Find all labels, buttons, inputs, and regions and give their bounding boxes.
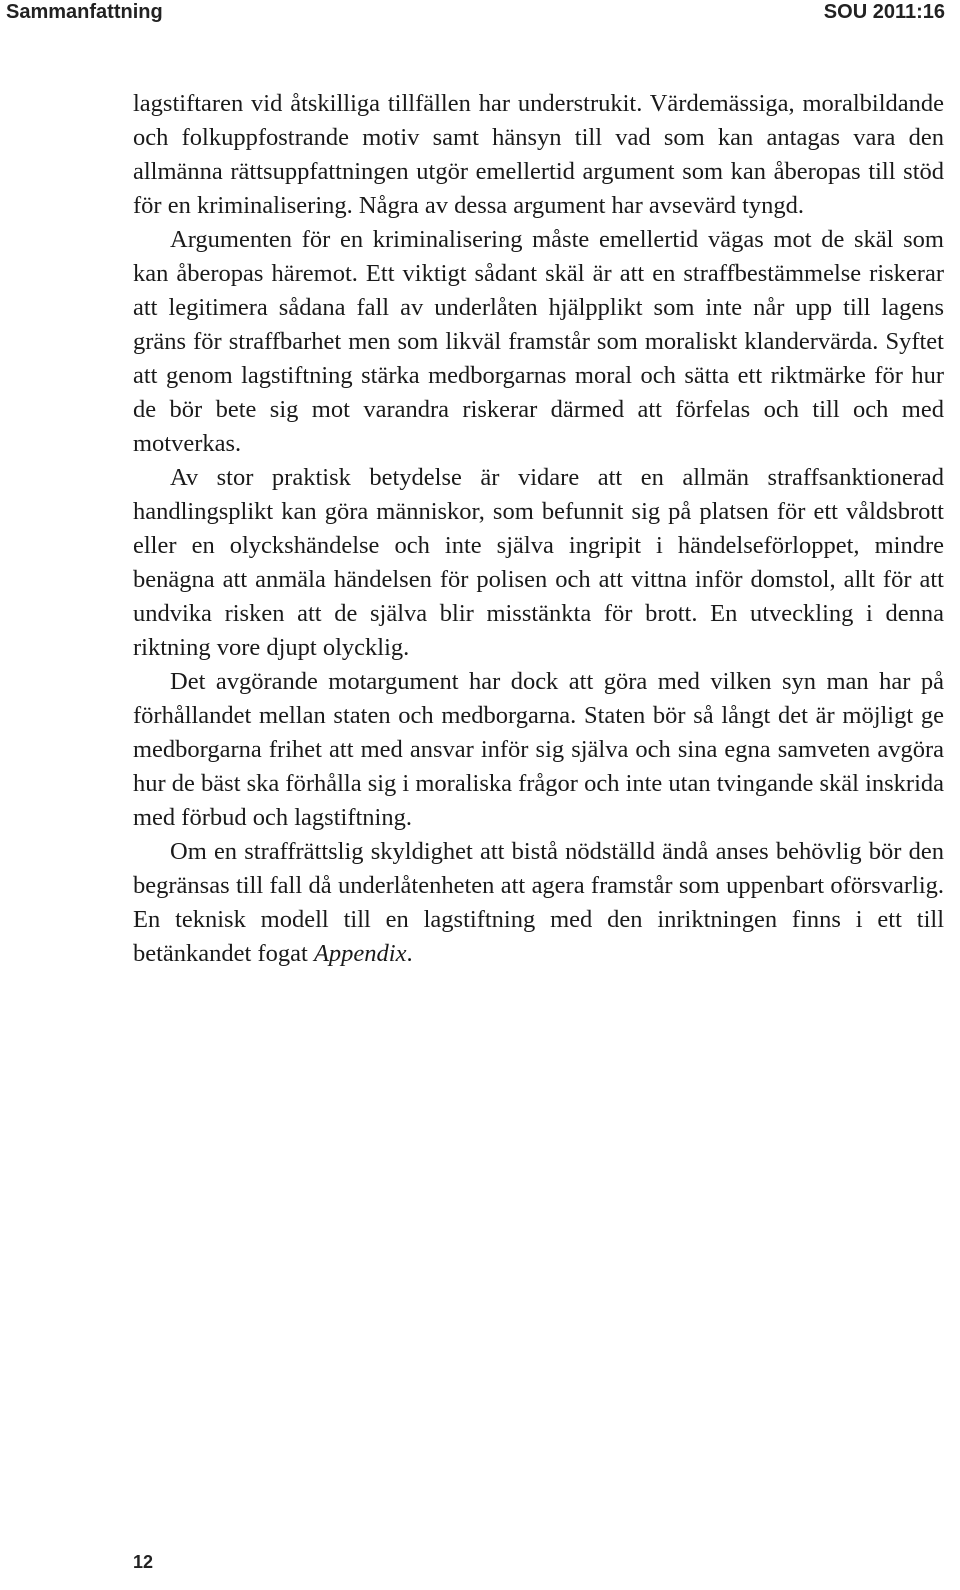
paragraph: Av stor praktisk betydelse är vidare att en allmän straffsanktionerad handlingsplikt kan göra människor, som befunnit sig på platsen för ett våldsbrott eller en olyckshändelse och inte själva ingripit i händelseförloppet, mindre benägna att anmäla händelsen för polisen och att vittna inför domstol, allt för att undvika risken att de själva blir misstänkta för brott. En utveckling i denna riktning vore djupt olycklig. (133, 464, 944, 661)
paragraph-end: . (406, 940, 413, 967)
section-title: Sammanfattning (6, 1, 163, 23)
appendix-reference: Appendix (313, 940, 407, 967)
running-header (0, 0, 960, 26)
paragraph (133, 835, 944, 971)
paragraph: Argumenten för en kriminalisering måste emellertid vägas mot de skäl som kan åberopas häremot. Ett viktigt sådant skäl är att en straffbestämmelse riskerar att legitimera sådana fall av underlåten hjälpplikt som inte når upp till lagens gräns för straffbarhet men som likväl framstår som moraliskt klandervärda. Syftet att genom lagstiftning stärka medborgarnas moral och sätta ett riktmärke för hur de bör bete sig mot varandra riskerar därmed att förfelas och till och med motverkas. (133, 226, 944, 457)
paragraph: Det avgörande motargument har dock att göra med vilken syn man har på förhållandet mellan staten och medborgarna. Staten bör så långt det är möjligt ge medborgarna frihet att med ansvar inför sig själva och sina egna samveten avgöra hur de bäst ska förhålla sig i moraliska frågor och inte utan tvingande skäl inskrida med förbud och lagstiftning. (133, 668, 945, 831)
page-number: 12 (133, 1552, 154, 1572)
paragraph-text: Om en straffrättslig skyldighet att bistå nödställd ändå anses behövlig bör den begränsas till fall då underlåtenheten att agera framstår som uppenbart oförsvarlig. En teknisk modell till en lagstiftning med den inriktningen finns i ett till betänkandet fogat (133, 838, 944, 967)
body-text (133, 87, 944, 971)
paragraph: lagstiftaren vid åtskilliga tillfällen har understrukit. Värdemässiga, moralbildande och folkuppfostrande motiv samt hänsyn till vad som kan antagas vara den allmänna rättsuppfattningen utgör emellertid argument som kan åberopas till stöd för en kriminalisering. Några av dessa argument har avsevärd tyngd. (133, 90, 944, 219)
report-reference: SOU 2011:16 (823, 1, 945, 23)
